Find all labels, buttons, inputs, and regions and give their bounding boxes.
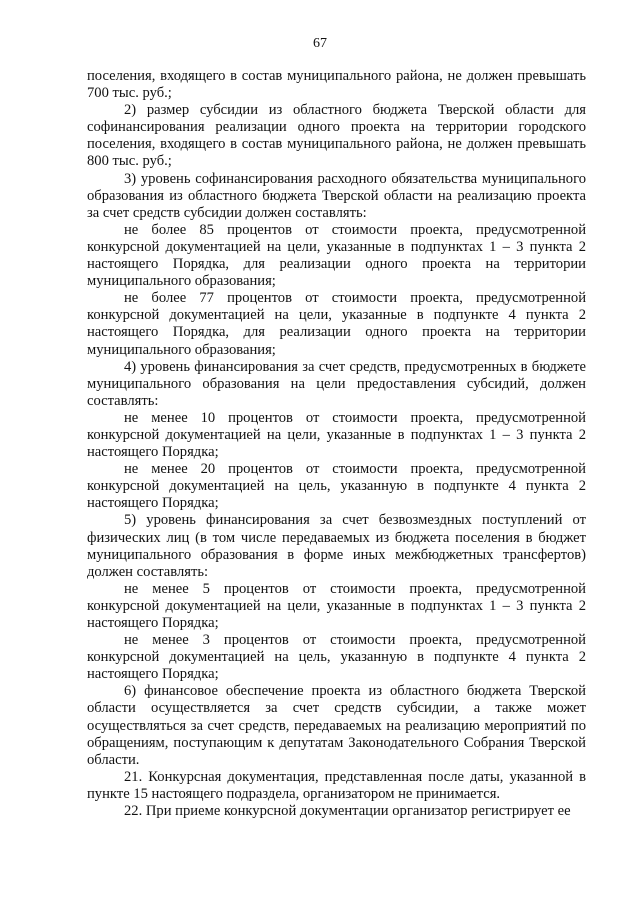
paragraph-item-4-subitem-1: не менее 10 процентов от стоимости проекта, предусмотренной конкурсной документацией на цели, указанные в подпунктах 1 – 3 пункта 2 настоящего Порядка; [87,409,586,461]
document-body [87,68,586,820]
paragraph-item-5-subitem-2: не менее 3 процентов от стоимости проекта, предусмотренной конкурсной документацией на цель, указанную в подпункте 4 пункта 2 настоящего Порядка; [87,632,586,683]
paragraph-item-5-subitem-1: не менее 5 процентов от стоимости проекта, предусмотренной конкурсной документацией на цели, указанные в подпунктах 1 – 3 пункта 2 настоящего Порядка; [87,580,586,631]
paragraph-continuation: поселения, входящего в состав муниципального района, не должен превышать 700 тыс. руб.; [87,68,586,102]
page-number: 67 [313,36,327,51]
paragraph-item-6: 6) финансовое обеспечение проекта из областного бюджета Тверской области осуществляется за счет средств субсидии, а также может осуществляться за счет средств, передаваемых на реализацию мероприятий по обращениям, поступающим к депутатам Законодательного Собрания Тверской области. [87,683,586,768]
paragraph-item-2: 2) размер субсидии из областного бюджета Тверской области для софинансирования реализации одного проекта на территории городского поселения, входящего в состав муниципального района, не должен превышать 800 тыс. руб.; [87,102,586,170]
paragraph-item-3-subitem-2: не более 77 процентов от стоимости проекта, предусмотренной конкурсной документацией на цели, указанные в подпункте 4 пункта 2 настоящего Порядка, для реализации одного проекта на территории муниципального образования; [87,290,586,358]
paragraph-item-4-subitem-2: не менее 20 процентов от стоимости проекта, предусмотренной конкурсной документацией на цель, указанную в подпункте 4 пункта 2 настоящего Порядка; [87,461,586,512]
paragraph-item-5: 5) уровень финансирования за счет безвозмездных поступлений от физических лиц (в том числе передаваемых из бюджета поселения в бюджет муниципального образования в форме иных межбюджетных трансфертов) должен составлять: [87,512,586,580]
paragraph-item-4: 4) уровень финансирования за счет средств, предусмотренных в бюджете муниципального образования на цели предоставления субсидий, должен составлять: [87,358,586,409]
paragraph-item-3: 3) уровень софинансирования расходного обязательства муниципального образования из областного бюджета Тверской области на реализацию проекта за счет средств субсидии должен составлять: [87,170,586,221]
paragraph-section-21: 21. Конкурсная документация, представленная после даты, указанной в пункте 15 настоящего подраздела, организатором не принимается. [87,768,586,802]
paragraph-item-3-subitem-1: не более 85 процентов от стоимости проекта, предусмотренной конкурсной документацией на цели, указанные в подпунктах 1 – 3 пункта 2 настоящего Порядка, для реализации одного проекта на территории муниципального образования; [87,221,586,290]
paragraph-section-22: 22. При приеме конкурсной документации организатор регистрирует ее [124,803,571,820]
